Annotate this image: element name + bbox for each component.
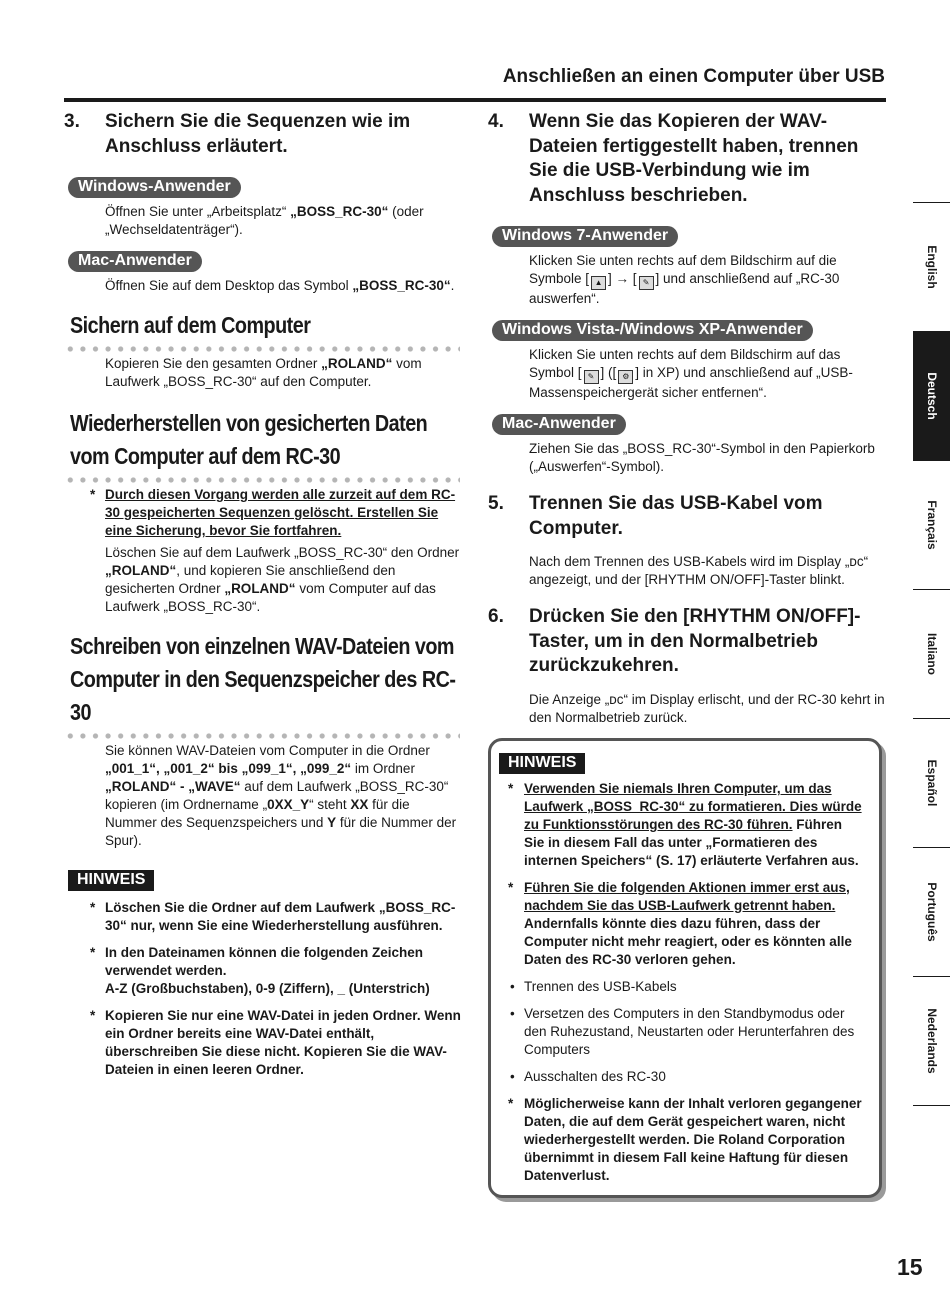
dotted-divider [64, 345, 460, 353]
step-5: 5. Trennen Sie das USB-Kabel vom Computer. [488, 493, 823, 539]
note-item: * Verwenden Sie niemals Ihren Computer, um das Laufwerk „BOSS_RC-30“ zu formatieren. Dies würde zu Funktionsstörungen des RC-30 führen. Führen Sie in diesem Fall das unter „Formatieren des internen Speichers“ (S. 17) erläuterte Verfahren aus. [508, 781, 862, 868]
step-6: 6. Drücken Sie den [RHYTHM ON/OFF]-Taster, um in den Normalbetrieb zurückzukehren. [488, 606, 861, 676]
windows-users-text: Öffnen Sie unter „Arbeitsplatz“ „BOSS_RC-30“ (oder „Wechseldatenträger“). [105, 204, 424, 237]
page-number: 15 [897, 1254, 923, 1280]
tab-portugues[interactable]: Português [913, 847, 950, 976]
step-text: Sichern Sie die Sequenzen wie im Anschluss erläutert. [105, 111, 411, 157]
right-column [488, 110, 888, 733]
dotted-divider [64, 476, 460, 484]
left-column [64, 110, 464, 1088]
hinweis-label: HINWEIS [68, 870, 154, 891]
bullet-item: • Versetzen des Computers in den Standbymodus oder den Ruhezustand, Neustarten oder Herunterfahren des Computers [510, 1006, 855, 1057]
step-5-text: Nach dem Trennen des USB-Kabels wird im Display „ᴅᴄ“ angezeigt, und der [RHYTHM ON/OFF]-Taster blinkt. [529, 554, 869, 587]
mac-users-text: Öffnen Sie auf dem Desktop das Symbol „BOSS_RC-30“. [105, 278, 455, 293]
tab-italiano[interactable]: Italiano [913, 589, 950, 718]
tab-francais[interactable]: Français [913, 460, 950, 589]
dotted-divider [64, 732, 460, 740]
mac-users-text: Ziehen Sie das „BOSS_RC-30“-Symbol in den Papierkorb („Auswerfen“-Symbol). [529, 441, 875, 474]
section-title-backup: Sichern auf dem Computer [70, 312, 311, 338]
note-item: * Führen Sie die folgenden Aktionen immer erst aus, nachdem Sie das USB-Laufwerk getrennt haben. Andernfalls könnte dies dazu führen, dass der Computer nicht mehr reagiert, oder es könnten alle Daten des RC-30 verloren gehen. [508, 880, 852, 967]
tab-deutsch[interactable]: Deutsch [913, 331, 950, 460]
tab-english[interactable]: English [913, 202, 950, 331]
write-wav-text: Sie können WAV-Dateien vom Computer in die Ordner „001_1“, „001_2“ bis „099_1“, „099_2“ im Ordner „ROLAND“ - „WAVE“ auf dem Laufwerk „BOSS_RC-30“ kopieren (im Ordnername „0XX_Y“ steht XX für die Nummer des Sequenzspeichers und Y für die Nummer der Spur). [105, 743, 457, 848]
page-header-title: Anschließen an einen Computer über USB [502, 66, 885, 87]
asterisk-icon: * [90, 487, 96, 502]
bullet-item: • Ausschalten des RC-30 [510, 1069, 666, 1084]
windows-users-label: Windows-Anwender [68, 177, 241, 198]
tab-espanol[interactable]: Español [913, 718, 950, 847]
note-item: * Möglicherweise kann der Inhalt verloren gegangener Daten, die auf dem Gerät gespeichert waren, nicht wiederhergestellt werden. Die Roland Corporation übernimmt in diesem Fall keine Haftung für diesen Datenverlust. [508, 1096, 862, 1183]
note-item: * Kopieren Sie nur eine WAV-Datei in jeden Ordner. Wenn ein Ordner bereits eine WAV-Datei enthält, überschreiben Sie diese nicht. Kopieren Sie die WAV-Dateien in einen leeren Ordner. [90, 1008, 461, 1077]
hinweis-label: HINWEIS [499, 753, 585, 774]
xp-safe-remove-icon: ⚙ [618, 370, 633, 384]
windows7-users-text: Klicken Sie unten rechts auf dem Bildschirm auf die Symbole [ ▲ ] → [ ✎ ] und anschließend auf „RC-30 auswerfen“. [529, 253, 840, 306]
hinweis-box [488, 738, 882, 1198]
windows7-users-label: Windows 7-Anwender [492, 226, 678, 247]
tab-nederlands[interactable]: Nederlands [913, 976, 950, 1106]
step-number: 3. [64, 111, 80, 132]
step-3 [64, 110, 464, 159]
vista-xp-users-label: Windows Vista-/Windows XP-Anwender [492, 320, 813, 341]
section-title-restore: Wiederherstellen von gesicherten Daten vom Computer auf dem RC-30 [70, 410, 428, 469]
language-tabs [913, 202, 950, 1106]
eject-arrow-icon: ▲ [591, 276, 606, 290]
usb-plug-icon: ✎ [584, 370, 599, 384]
note-item: * Löschen Sie die Ordner auf dem Laufwerk „BOSS_RC-30“ nur, wenn Sie eine Wiederherstellung ausführen. [90, 900, 456, 933]
section-title-write-wav: Schreiben von einzelnen WAV-Dateien vom Computer in den Sequenzspeicher des RC-30 [70, 633, 456, 725]
mac-users-label: Mac-Anwender [68, 251, 202, 272]
usb-plug-icon: ✎ [639, 276, 654, 290]
mac-users-label: Mac-Anwender [492, 414, 626, 435]
restore-text: Löschen Sie auf dem Laufwerk „BOSS_RC-30“ den Ordner „ROLAND“, und kopieren Sie anschließend den gesicherten Ordner „ROLAND“ vom Computer auf das Laufwerk „BOSS_RC-30“. [105, 545, 460, 614]
header-rule [64, 98, 886, 102]
vista-xp-users-text: Klicken Sie unten rechts auf dem Bildschirm auf das Symbol [ ✎ ] ([ ⚙ ] in XP) und anschließend auf „USB-Massenspeichergerät sicher entfernen“. [529, 347, 853, 400]
backup-text: Kopieren Sie den gesamten Ordner „ROLAND“ vom Laufwerk „BOSS_RC-30“ auf den Computer. [105, 356, 422, 389]
note-item: * In den Dateinamen können die folgenden Zeichen verwendet werden. A-Z (Großbuchstaben), 0-9 (Ziffern), _ (Unterstrich) [90, 945, 430, 996]
step-4: 4. Wenn Sie das Kopieren der WAV-Dateien fertiggestellt haben, trennen Sie die USB-Verbindung wie im Anschluss beschrieben. [488, 111, 859, 206]
restore-warning: * Durch diesen Vorgang werden alle zurzeit auf dem RC-30 gespeicherten Sequenzen gelöscht. Erstellen Sie eine Sicherung, bevor Sie fortfahren. [90, 487, 456, 538]
step-6-text: Die Anzeige „ᴅᴄ“ im Display erlischt, und der RC-30 kehrt in den Normalbetrieb zurück. [529, 691, 885, 725]
bullet-item: • Trennen des USB-Kabels [510, 979, 677, 994]
